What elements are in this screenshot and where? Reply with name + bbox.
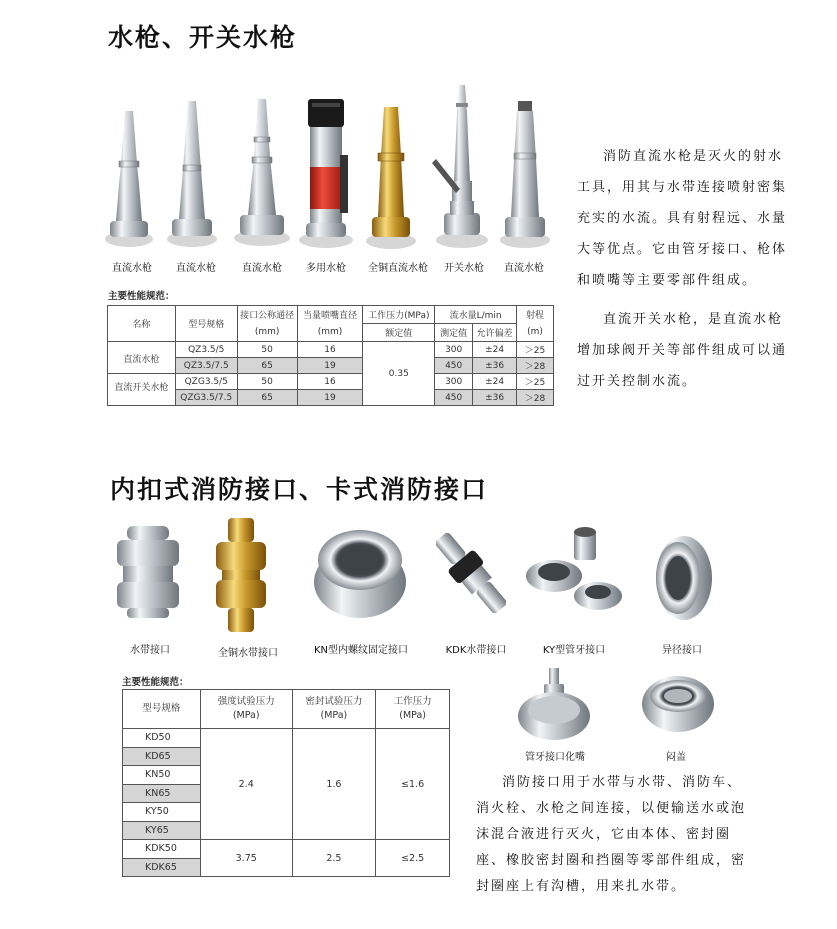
section1-title: 水枪、开关水枪 bbox=[108, 23, 298, 52]
header-model: 型号规格 bbox=[175, 306, 237, 342]
straight-nozzle-icon bbox=[232, 97, 292, 247]
threaded-coupling-icon bbox=[310, 522, 410, 622]
cell-model: KN50 bbox=[123, 766, 201, 785]
header-strength bbox=[200, 690, 292, 729]
cell-flow: 450 bbox=[435, 358, 473, 374]
cell-model: KY50 bbox=[123, 803, 201, 822]
cell-flow: 300 bbox=[435, 374, 473, 390]
header-work-label: 工作压力 bbox=[393, 696, 432, 707]
cell-model: KD50 bbox=[123, 729, 201, 748]
spec-label: 主要性能规范： bbox=[108, 291, 175, 302]
product-caption: 异径接口 bbox=[662, 645, 702, 656]
cell-tolerance: ±24 bbox=[473, 342, 517, 358]
copper-nozzle-icon bbox=[364, 105, 418, 250]
product-caption: 多用水枪 bbox=[306, 263, 346, 274]
header-seal-label: 密封试验压力 bbox=[305, 696, 363, 707]
cell-strength: 3.75 bbox=[200, 840, 292, 877]
cell-nozzle: 19 bbox=[297, 358, 363, 374]
cell-nozzle: 16 bbox=[297, 374, 363, 390]
header-work bbox=[376, 690, 450, 729]
cell-model: QZG3.5/5 bbox=[175, 374, 237, 390]
product-caption: 直流水枪 bbox=[112, 263, 152, 274]
table-row bbox=[108, 390, 554, 406]
cell-inlet: 50 bbox=[237, 342, 297, 358]
header-pressure: 工作压力(MPa) bbox=[363, 306, 435, 324]
hose-coupling-icon bbox=[113, 522, 183, 622]
cell-model: KDK65 bbox=[123, 858, 201, 877]
cell-model: QZ3.5/5 bbox=[175, 342, 237, 358]
header-model: 型号规格 bbox=[123, 690, 201, 729]
cell-pressure: 0.35 bbox=[363, 342, 435, 406]
product-caption: KY型管牙接口 bbox=[542, 645, 606, 656]
cell-strength: 2.4 bbox=[200, 729, 292, 840]
nozzle-adapter-icon bbox=[514, 666, 594, 746]
cell-range: ＞28 bbox=[517, 358, 554, 374]
cell-range: ＞25 bbox=[517, 342, 554, 358]
cell-tolerance: ±36 bbox=[473, 358, 517, 374]
product-caption: 水带接口 bbox=[130, 645, 170, 656]
straight-nozzle-icon bbox=[498, 99, 552, 249]
cell-work: ≤2.5 bbox=[376, 840, 450, 877]
table-row bbox=[108, 374, 554, 390]
cell-inlet: 50 bbox=[237, 374, 297, 390]
cell-model: KY65 bbox=[123, 821, 201, 840]
cell-model: KDK50 bbox=[123, 840, 201, 859]
cell-model: KN65 bbox=[123, 784, 201, 803]
product-caption: 管牙接口化嘴 bbox=[525, 752, 585, 763]
cell-model: QZG3.5/7.5 bbox=[175, 390, 237, 406]
cell-seal: 2.5 bbox=[292, 840, 376, 877]
cell-nozzle: 16 bbox=[297, 342, 363, 358]
header-seal bbox=[292, 690, 376, 729]
header-flow: 流水量L/min bbox=[435, 306, 517, 324]
group-name: 直流水枪 bbox=[108, 342, 176, 374]
nozzle-spec-table bbox=[107, 305, 554, 406]
cell-inlet: 65 bbox=[237, 390, 297, 406]
coupling-spec-table bbox=[122, 689, 450, 877]
header-nozzle-unit: (mm) bbox=[297, 324, 363, 342]
product-caption: 直流水枪 bbox=[176, 263, 216, 274]
group-name: 直流开关水枪 bbox=[108, 374, 176, 406]
cell-nozzle: 19 bbox=[297, 390, 363, 406]
cell-seal: 1.6 bbox=[292, 729, 376, 840]
spec-label: 主要性能规范： bbox=[122, 677, 189, 688]
table-row bbox=[123, 729, 450, 748]
straight-nozzle-icon bbox=[104, 109, 154, 249]
header-inlet-unit: (mm) bbox=[237, 324, 297, 342]
paragraph: 消防接口用于水带与水带、消防车、消火栓、水枪之间连接，以便输送水或泡沫混合液进行灭火，它由本体、密封圈座、橡胶密封圈和挡圈等零部件组成，密封圈座上有沟槽，用来扎水带。 bbox=[476, 775, 747, 894]
product-caption: KN型内螺纹固定接口 bbox=[313, 645, 409, 656]
cell-range: ＞28 bbox=[517, 390, 554, 406]
copper-coupling-icon bbox=[210, 516, 272, 634]
coupling-description bbox=[476, 770, 746, 900]
section2-title: 内扣式消防接口、卡式消防接口 bbox=[110, 475, 489, 504]
header-nozzle: 当量喷嘴直径 bbox=[297, 306, 363, 324]
paragraph: 消防直流水枪是灭火的射水工具，用其与水带连接喷射密集充实的水流。具有射程远、水量大等优点。它由管牙接口、枪体和喷嘴等主要零部件组成。 bbox=[577, 149, 788, 288]
table-row bbox=[108, 358, 554, 374]
cell-flow: 450 bbox=[435, 390, 473, 406]
multipurpose-nozzle-icon bbox=[298, 97, 354, 249]
table-row bbox=[123, 840, 450, 859]
header-flow-measured: 测定值 bbox=[435, 324, 473, 342]
reducer-coupling-icon bbox=[648, 532, 714, 624]
cell-flow: 300 bbox=[435, 342, 473, 358]
shutoff-nozzle-icon bbox=[426, 83, 490, 249]
product-caption: 直流水枪 bbox=[242, 263, 282, 274]
header-work-unit: (MPa) bbox=[399, 710, 426, 721]
cell-tolerance: ±36 bbox=[473, 390, 517, 406]
straight-nozzle-icon bbox=[166, 99, 218, 249]
header-range-unit: (m) bbox=[517, 324, 554, 342]
product-caption: 开关水枪 bbox=[444, 263, 484, 274]
kdk-coupling-icon bbox=[436, 526, 506, 620]
header-name: 名称 bbox=[108, 306, 176, 342]
product-caption: 直流水枪 bbox=[504, 263, 544, 274]
nozzle-product-row bbox=[100, 95, 560, 255]
blank-cap-icon bbox=[638, 666, 718, 736]
cell-inlet: 65 bbox=[237, 358, 297, 374]
paragraph: 直流开关水枪，是直流水枪增加球阀开关等部件组成可以通过开关控制水流。 bbox=[577, 312, 788, 389]
product-caption: KDK水带接口 bbox=[445, 645, 507, 656]
nozzle-description bbox=[577, 141, 797, 397]
header-inlet: 接口公称通径 bbox=[237, 306, 297, 324]
product-caption: 闷盖 bbox=[666, 752, 686, 763]
header-range: 射程 bbox=[517, 306, 554, 324]
header-seal-unit: (MPa) bbox=[320, 710, 348, 721]
product-caption: 全铜水带接口 bbox=[218, 648, 278, 659]
cell-model: KD65 bbox=[123, 747, 201, 766]
ky-coupling-icon bbox=[520, 524, 626, 618]
table-row bbox=[108, 342, 554, 358]
header-strength-label: 强度试验压力 bbox=[217, 696, 275, 707]
product-caption: 全铜直流水枪 bbox=[368, 263, 428, 274]
cell-work: ≤1.6 bbox=[376, 729, 450, 840]
cell-tolerance: ±24 bbox=[473, 374, 517, 390]
cell-model: QZ3.5/7.5 bbox=[175, 358, 237, 374]
header-strength-unit: (MPa) bbox=[232, 710, 260, 721]
header-pressure-sub: 额定值 bbox=[363, 324, 435, 342]
header-flow-tolerance: 允许偏差 bbox=[473, 324, 517, 342]
cell-range: ＞25 bbox=[517, 374, 554, 390]
